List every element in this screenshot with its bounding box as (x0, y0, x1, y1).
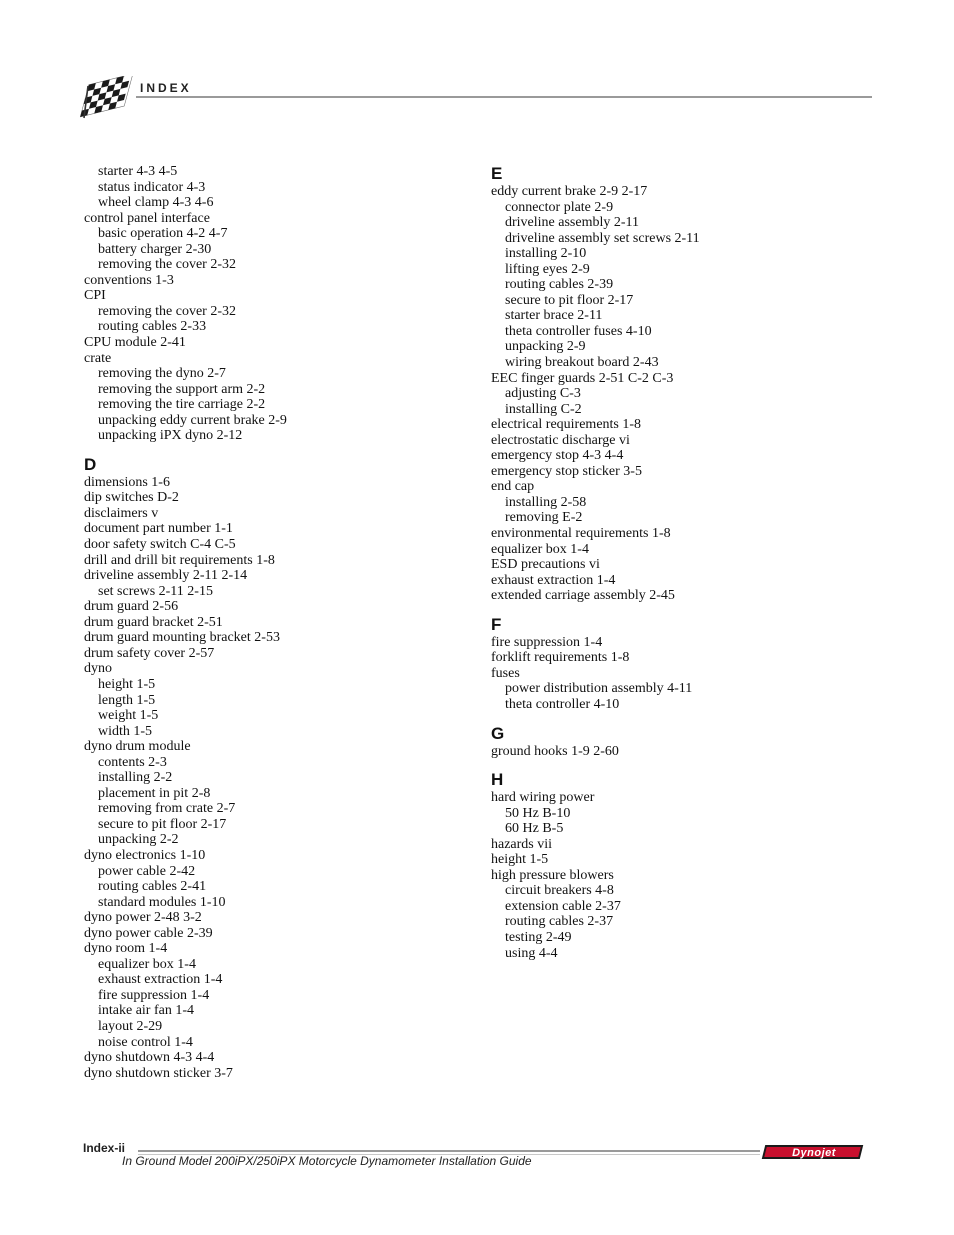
index-subentry: wheel clamp 4-3 4-6 (98, 195, 214, 211)
index-subentry: removing the cover 2-32 (98, 257, 237, 273)
index-entry: equalizer box 1-4 (491, 541, 589, 557)
index-subentry: removing the cover 2-32 (98, 303, 237, 319)
index-entry: exhaust extraction 1-4 (491, 572, 616, 588)
index-subentry: theta controller fuses 4-10 (505, 323, 652, 339)
index-subentry: removing the dyno 2-7 (98, 366, 226, 382)
index-entry: dyno drum module (84, 739, 191, 755)
index-entry: emergency stop 4-3 4-4 (491, 448, 624, 464)
index-subentry: starter brace 2-11 (505, 308, 603, 324)
index-entry: ESD precautions vi (491, 557, 600, 573)
index-subentry: driveline assembly set screws 2-11 (505, 230, 700, 246)
index-entry: control panel interface (84, 210, 210, 226)
index-subentry: layout 2-29 (98, 1018, 163, 1034)
document-title: In Ground Model 200iPX/250iPX Motorcycle Dynamometer Installation Guide (122, 1154, 532, 1168)
index-entry: fuses (491, 665, 520, 681)
index-subentry: power cable 2-42 (98, 863, 196, 879)
index-subentry: extension cable 2-37 (505, 898, 621, 914)
index-entry: electrical requirements 1-8 (491, 417, 642, 433)
index-subentry: routing cables 2-37 (505, 914, 614, 930)
section-letter-heading: G (491, 723, 505, 743)
index-entry: ground hooks 1-9 2-60 (491, 743, 619, 759)
index-entry: dyno room 1-4 (84, 941, 168, 957)
index-entry: hazards vii (491, 836, 553, 852)
index-subentry: secure to pit floor 2-17 (505, 292, 634, 308)
index-entry: drum guard bracket 2-51 (84, 614, 223, 630)
index-entry: CPI (84, 288, 106, 304)
index-entry: disclaimers v (84, 505, 159, 521)
index-subentry: installing 2-2 (98, 770, 173, 786)
index-subentry: standard modules 1-10 (98, 894, 226, 910)
index-subentry: length 1-5 (98, 692, 156, 708)
index-subentry: status indicator 4-3 (98, 179, 206, 195)
index-subentry: theta controller 4-10 (505, 696, 620, 712)
index-entry: driveline assembly 2-11 2-14 (84, 568, 248, 584)
index-entry: dyno power 2-48 3-2 (84, 910, 202, 926)
index-entry: drum guard mounting bracket 2-53 (84, 630, 280, 646)
index-subentry: unpacking 2-2 (98, 832, 179, 848)
index-subentry: testing 2-49 (505, 929, 572, 945)
index-column-right (491, 164, 861, 961)
index-entry: conventions 1-3 (84, 272, 174, 288)
index-entry: door safety switch C-4 C-5 (84, 537, 236, 553)
index-subentry: placement in pit 2-8 (98, 785, 211, 801)
index-subentry: driveline assembly 2-11 (505, 215, 640, 231)
logo-text: Dynojet (792, 1147, 836, 1159)
index-subentry: installing 2-58 (505, 494, 587, 510)
index-subentry: routing cables 2-41 (98, 879, 207, 895)
index-entry: crate (84, 350, 112, 366)
page-number-label: Index-ii (83, 1141, 126, 1155)
index-entry: fire suppression 1-4 (491, 634, 603, 650)
index-subentry: lifting eyes 2-9 (505, 261, 590, 277)
index-entry: CPU module 2-41 (84, 335, 186, 351)
index-subentry: routing cables 2-33 (98, 319, 207, 335)
index-subentry: routing cables 2-39 (505, 277, 614, 293)
index-subentry: fire suppression 1-4 (98, 987, 210, 1003)
index-entry: dip switches D-2 (84, 490, 179, 506)
index-entry: environmental requirements 1-8 (491, 526, 671, 542)
header-rule (136, 96, 872, 98)
index-subentry: adjusting C-3 (505, 386, 581, 402)
index-entry: eddy current brake 2-9 2-17 (491, 184, 648, 199)
index-subentry: removing the support arm 2-2 (98, 381, 266, 397)
index-entry: EEC finger guards 2-51 C-2 C-3 (491, 370, 674, 386)
section-letter-heading: D (84, 454, 97, 474)
index-entry: end cap (491, 479, 535, 495)
index-entry: height 1-5 (491, 852, 549, 868)
index-subentry: circuit breakers 4-8 (505, 883, 614, 899)
index-subentry: removing E-2 (505, 510, 583, 526)
index-subentry: unpacking iPX dyno 2-12 (98, 428, 243, 444)
index-subentry: installing C-2 (505, 401, 582, 417)
index-entry: electrostatic discharge vi (491, 432, 630, 448)
index-entry: dimensions 1-6 (84, 474, 170, 490)
index-subentry: connector plate 2-9 (505, 199, 614, 215)
header-title: INDEX (140, 81, 192, 95)
index-subentry: weight 1-5 (98, 708, 159, 724)
index-entry: drill and drill bit requirements 1-8 (84, 552, 275, 568)
index-subentry: power distribution assembly 4-11 (505, 681, 693, 697)
index-subentry: noise control 1-4 (98, 1034, 193, 1050)
index-subentry: removing the tire carriage 2-2 (98, 397, 266, 413)
index-entry: hard wiring power (491, 790, 595, 806)
index-subentry: height 1-5 (98, 676, 156, 692)
section-letter-heading: H (491, 770, 504, 790)
page-header (80, 72, 872, 122)
index-entry: high pressure blowers (491, 867, 614, 883)
index-entry: document part number 1-1 (84, 521, 233, 537)
index-entry: dyno electronics 1-10 (84, 847, 206, 863)
page-footer (80, 1140, 872, 1180)
index-column-left (84, 164, 454, 1081)
index-subentry: width 1-5 (98, 723, 153, 739)
index-entry: dyno shutdown sticker 3-7 (84, 1065, 233, 1081)
index-subentry: installing 2-10 (505, 246, 587, 262)
index-subentry: equalizer box 1-4 (98, 956, 196, 972)
index-subentry: using 4-4 (505, 945, 558, 961)
index-subentry: intake air fan 1-4 (98, 1003, 195, 1019)
index-entry: dyno (84, 661, 112, 677)
index-subentry: secure to pit floor 2-17 (98, 816, 227, 832)
index-subentry: 60 Hz B-5 (505, 821, 564, 837)
section-letter-heading: F (491, 614, 502, 634)
index-subentry: starter 4-3 4-5 (98, 164, 178, 179)
index-subentry: unpacking eddy current brake 2-9 (98, 412, 287, 428)
index-subentry: wiring breakout board 2-43 (505, 355, 659, 371)
index-subentry: battery charger 2-30 (98, 241, 212, 257)
dynojet-logo (760, 1142, 864, 1162)
index-subentry: basic operation 4-2 4-7 (98, 226, 228, 242)
section-letter-heading: E (491, 164, 503, 183)
index-subentry: contents 2-3 (98, 754, 167, 770)
index-entry: emergency stop sticker 3-5 (491, 463, 642, 479)
footer-rule (138, 1150, 760, 1152)
index-entry: dyno shutdown 4-3 4-4 (84, 1050, 215, 1066)
index-entry: dyno power cable 2-39 (84, 925, 213, 941)
index-subentry: set screws 2-11 2-15 (98, 583, 213, 599)
checkered-flag-icon (80, 76, 134, 120)
index-subentry: unpacking 2-9 (505, 339, 586, 355)
index-entry: drum guard 2-56 (84, 599, 179, 615)
index-entry: extended carriage assembly 2-45 (491, 588, 675, 604)
index-subentry: removing from crate 2-7 (98, 801, 236, 817)
index-entry: forklift requirements 1-8 (491, 650, 630, 666)
index-entry: drum safety cover 2-57 (84, 645, 215, 661)
index-subentry: exhaust extraction 1-4 (98, 972, 223, 988)
index-subentry: 50 Hz B-10 (505, 805, 571, 821)
